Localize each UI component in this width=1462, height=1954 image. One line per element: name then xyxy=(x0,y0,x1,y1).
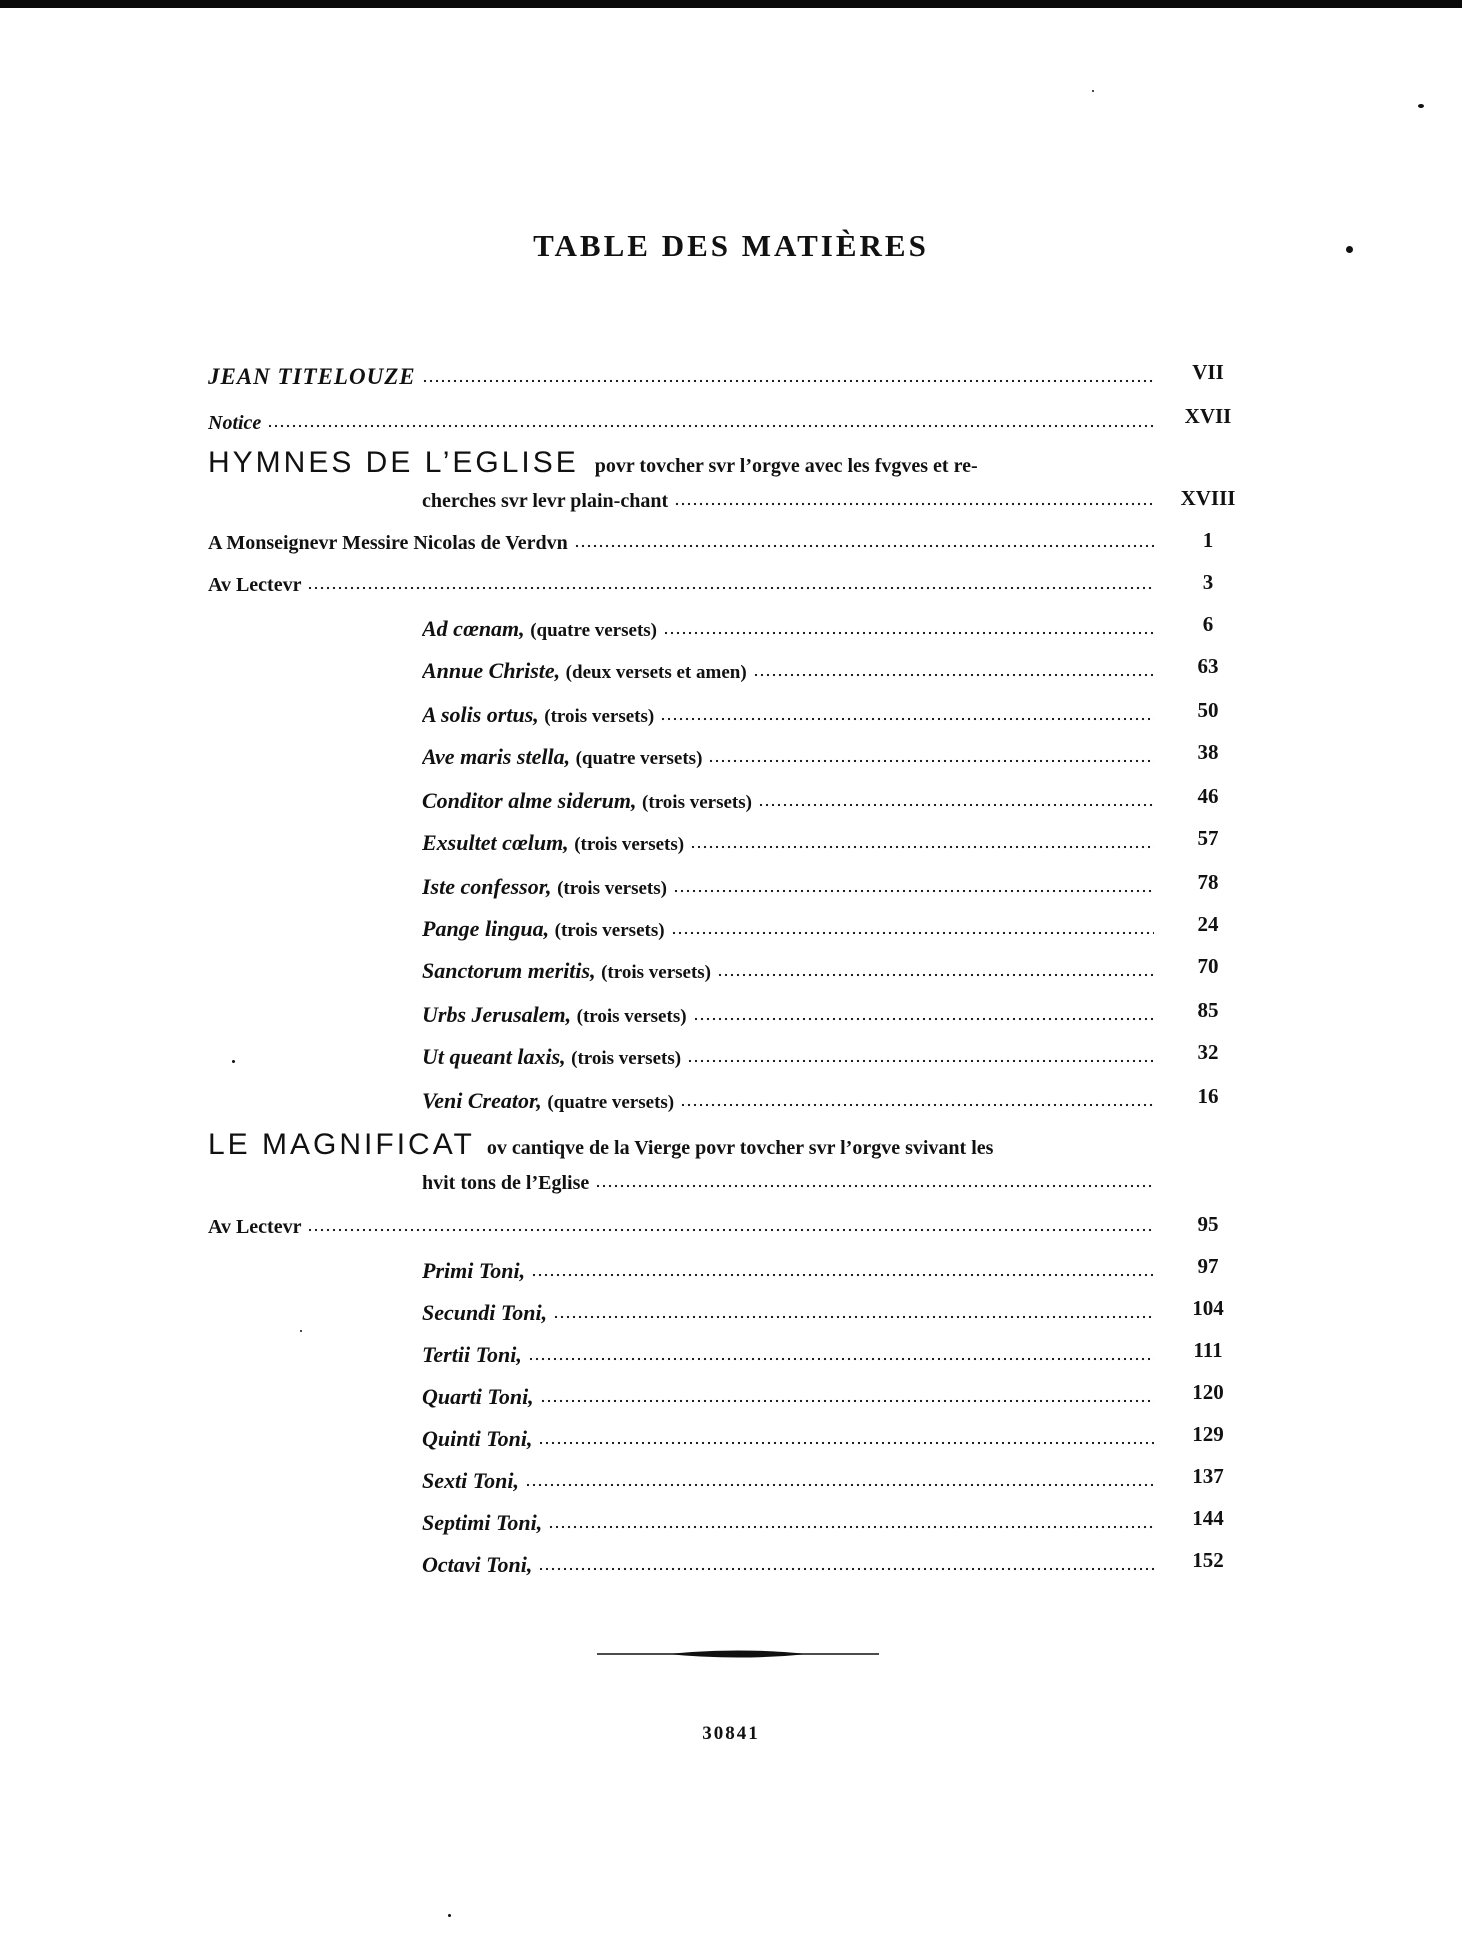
toc-page-number: 16 xyxy=(1197,1084,1219,1108)
section-heading-title: LE MAGNIFICAT xyxy=(208,1128,475,1161)
toc-page-number: XVII xyxy=(1184,404,1232,428)
toc-entry-jean-titelouze[interactable] xyxy=(208,364,1160,390)
dot-leader xyxy=(595,1184,1154,1188)
toc-page-number: 32 xyxy=(1197,1040,1219,1064)
toc-page-number: 129 xyxy=(1192,1422,1224,1446)
toc-entry-quarti-toni[interactable] xyxy=(422,1384,1160,1410)
toc-entry-label: JEAN TITELOUZE xyxy=(208,364,416,389)
toc-entry-quinti-toni[interactable] xyxy=(422,1426,1160,1452)
toc-entry-label: Octavi Toni, xyxy=(422,1552,533,1577)
toc-entry-au-lecteur[interactable] xyxy=(208,574,1160,597)
dot-leader xyxy=(528,1357,1154,1361)
toc-entry-label: Sexti Toni, xyxy=(422,1468,519,1493)
toc-page-number: 120 xyxy=(1192,1380,1224,1404)
toc-entry-dedication[interactable] xyxy=(208,532,1160,555)
dot-leader xyxy=(307,586,1154,590)
section-heading-description: povr tovcher svr l’orgve avec les fvgves et re- xyxy=(594,455,978,477)
toc-page-number: 97 xyxy=(1197,1254,1219,1278)
toc-page-number: 50 xyxy=(1197,698,1219,722)
dot-leader xyxy=(674,502,1154,506)
toc-entry-secundi-toni[interactable] xyxy=(422,1300,1160,1326)
dot-leader xyxy=(717,973,1154,977)
dot-leader xyxy=(538,1441,1154,1445)
section-heading-description: ov cantiqve de la Vierge povr tovcher svr l’orgve svivant les xyxy=(486,1137,994,1159)
toc-entry-verses: (quatre versets) xyxy=(547,1092,675,1113)
toc-entry-ad-coenam[interactable] xyxy=(422,616,1160,642)
toc-entry-label: A Monseignevr Messire Nicolas de Verdvn xyxy=(208,532,568,554)
toc-page-number: 137 xyxy=(1192,1464,1224,1488)
toc-entry-label: Urbs Jerusalem, (trois versets) xyxy=(422,1002,687,1027)
dot-leader xyxy=(525,1483,1154,1487)
toc-entry-label: Sanctorum meritis, (trois versets) xyxy=(422,958,712,983)
toc-entry-iste-confessor[interactable] xyxy=(422,874,1160,900)
toc-entry-urbs-jerusalem[interactable] xyxy=(422,1002,1160,1028)
toc-entry-verses: (trois versets) xyxy=(571,1048,682,1069)
dot-leader xyxy=(574,544,1154,548)
toc-entry-primi-toni[interactable] xyxy=(422,1258,1160,1284)
toc-page-number: 104 xyxy=(1192,1296,1224,1320)
toc-entry-verses: (trois versets) xyxy=(576,1006,687,1027)
dot-leader xyxy=(693,1017,1154,1021)
toc-entry-ut-queant-laxis[interactable] xyxy=(422,1044,1160,1070)
toc-entry-label: Exsultet cœlum, (trois versets) xyxy=(422,830,685,855)
toc-page-number: 95 xyxy=(1197,1212,1219,1236)
toc-entry-exsultet-coelum[interactable] xyxy=(422,830,1160,856)
section-heading-hymnes[interactable] xyxy=(208,446,1160,480)
toc-page-number: 152 xyxy=(1192,1548,1224,1572)
toc-entry-annue-christe[interactable] xyxy=(422,658,1160,684)
dot-leader xyxy=(753,673,1154,677)
toc-entry-label: Ut queant laxis, (trois versets) xyxy=(422,1044,682,1069)
toc-entry-septimi-toni[interactable] xyxy=(422,1510,1160,1536)
toc-entry-label: Primi Toni, xyxy=(422,1258,526,1283)
section-heading-continuation-text: cherches svr levr plain-chant xyxy=(422,490,669,512)
toc-entry-pange-lingua[interactable] xyxy=(422,916,1160,942)
toc-entry-label: Notice xyxy=(208,412,262,434)
toc-page-number: 24 xyxy=(1197,912,1219,936)
toc-entry-verses: (trois versets) xyxy=(601,962,712,983)
toc-page-number: 70 xyxy=(1197,954,1219,978)
toc-page-number: 111 xyxy=(1193,1338,1223,1362)
toc-entry-verses: (trois versets) xyxy=(574,834,685,855)
toc-entry-label: Quarti Toni, xyxy=(422,1384,534,1409)
dot-leader xyxy=(267,424,1154,428)
toc-entry-tertii-toni[interactable] xyxy=(422,1342,1160,1368)
dot-leader xyxy=(422,379,1154,383)
section-heading-continuation[interactable] xyxy=(422,1172,1160,1195)
dot-leader xyxy=(548,1525,1154,1529)
toc-page-number: 85 xyxy=(1197,998,1219,1022)
dot-leader xyxy=(671,931,1154,935)
toc-page-number: 78 xyxy=(1197,870,1219,894)
plate-number: 30841 xyxy=(702,1723,760,1744)
page-title: TABLE DES MATIÈRES xyxy=(533,228,929,263)
toc-page-number: 1 xyxy=(1202,528,1214,552)
dot-leader xyxy=(540,1399,1154,1403)
toc-page-number: 38 xyxy=(1197,740,1219,764)
toc-entry-label: Annue Christe, (deux versets et amen) xyxy=(422,658,747,683)
toc-entry-verses: (trois versets) xyxy=(554,920,665,941)
toc-entry-label: Septimi Toni, xyxy=(422,1510,543,1535)
dot-leader xyxy=(307,1228,1154,1232)
toc-page-number: 57 xyxy=(1197,826,1219,850)
toc-entry-label: Secundi Toni, xyxy=(422,1300,548,1325)
dot-leader xyxy=(531,1273,1154,1277)
section-heading-magnificat[interactable] xyxy=(208,1128,1160,1162)
section-heading-continuation[interactable] xyxy=(422,490,1160,513)
toc-entry-label: Pange lingua, (trois versets) xyxy=(422,916,665,941)
toc-page-number: 6 xyxy=(1202,612,1214,636)
toc-page-number: VII xyxy=(1192,360,1224,384)
toc-page-number: 46 xyxy=(1197,784,1219,808)
section-heading-title: HYMNES DE L’EGLISE xyxy=(208,446,579,479)
toc-entry-label: Veni Creator, (quatre versets) xyxy=(422,1088,675,1113)
toc-entry-sanctorum-meritis[interactable] xyxy=(422,958,1160,984)
dot-leader xyxy=(687,1059,1154,1063)
toc-entry-notice[interactable] xyxy=(208,412,1160,435)
toc-entry-verses: (quatre versets) xyxy=(575,748,703,769)
dot-leader xyxy=(680,1103,1154,1107)
toc-entry-verses: (trois versets) xyxy=(557,878,667,899)
toc-page-number: 63 xyxy=(1197,654,1219,678)
toc-entry-verses: (trois versets) xyxy=(544,706,655,727)
dot-leader xyxy=(538,1567,1154,1571)
dot-leader xyxy=(690,845,1154,849)
toc-entry-au-lecteur-magnificat[interactable] xyxy=(208,1216,1160,1239)
toc-entry-verses: (deux versets et amen) xyxy=(565,662,747,683)
dot-leader xyxy=(663,631,1154,635)
toc-entry-verses: (trois versets) xyxy=(642,792,752,813)
toc-entry-label: A solis ortus, (trois versets) xyxy=(422,702,655,727)
dot-leader xyxy=(708,759,1154,763)
toc-entry-ave-maris-stella[interactable] xyxy=(422,744,1160,770)
toc-entry-label: Av Lectevr xyxy=(208,574,302,596)
section-heading-continuation-text: hvit tons de l’Eglise xyxy=(422,1172,590,1194)
toc-entry-a-solis-ortus[interactable] xyxy=(422,702,1160,728)
toc-entry-label: Tertii Toni, xyxy=(422,1342,522,1367)
toc-entry-label: Conditor alme siderum, (trois versets) xyxy=(422,788,752,813)
toc-entry-veni-creator[interactable] xyxy=(422,1088,1160,1114)
ornamental-divider xyxy=(597,1648,879,1662)
toc-entry-label: Ad cœnam, (quatre versets) xyxy=(422,616,657,641)
toc-entry-octavi-toni[interactable] xyxy=(422,1552,1160,1578)
dot-leader xyxy=(673,889,1154,893)
toc-page-number: XVIII xyxy=(1180,486,1236,510)
toc-entry-label: Av Lectevr xyxy=(208,1216,302,1238)
toc-page-number: 144 xyxy=(1192,1506,1224,1530)
toc-entry-sexti-toni[interactable] xyxy=(422,1468,1160,1494)
toc-page-number: 3 xyxy=(1202,570,1214,594)
dot-leader xyxy=(553,1315,1154,1319)
dot-leader xyxy=(758,803,1154,807)
toc-entry-label: Ave maris stella, (quatre versets) xyxy=(422,744,703,769)
toc-entry-label: Quinti Toni, xyxy=(422,1426,533,1451)
toc-entry-verses: (quatre versets) xyxy=(530,620,657,641)
toc-entry-conditor-alme-siderum[interactable] xyxy=(422,788,1160,814)
toc-entry-label: Iste confessor, (trois versets) xyxy=(422,874,667,899)
dot-leader xyxy=(660,717,1154,721)
